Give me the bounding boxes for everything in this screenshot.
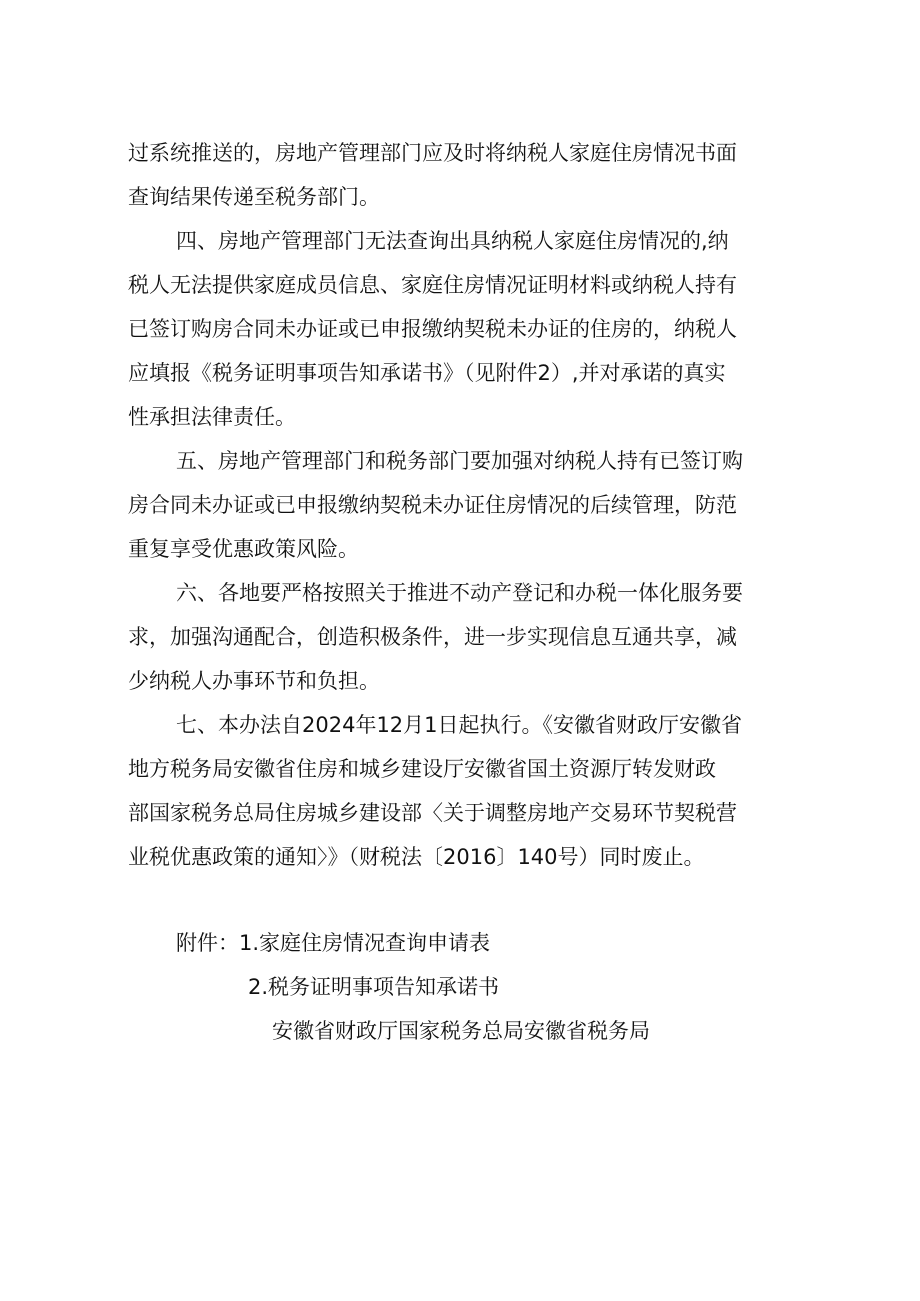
paragraph-7-line-1: 七、本办法自2024年12月1日起执行。《安徽省财政厅安徽省 — [176, 713, 743, 737]
paragraph-7-line-2: 地方税务局安徽省住房和城乡建设厅安徽省国土资源厅转发财政 — [128, 757, 716, 781]
paragraph-7-line-4: 业税优惠政策的通知〉》（财税法〔2016〕140号）同时废止。 — [128, 845, 705, 869]
paragraph-5-line-2: 房合同未办证或已申报缴纳契税未办证住房情况的后续管理，防范 — [128, 493, 737, 517]
attachment-item-1: 附件：1.家庭住房情况查询申请表 — [176, 931, 491, 955]
paragraph-4-line-3: 已签订购房合同未办证或已申报缴纳契税未办证的住房的，纳税人 — [128, 317, 737, 341]
paragraph-4-line-5: 性承担法律责任。 — [128, 405, 296, 429]
paragraph-7-line-3: 部国家税务总局住房城乡建设部〈关于调整房地产交易环节契税营 — [128, 801, 737, 825]
paragraph-3-line-3: 查询结果传递至税务部门。 — [128, 185, 380, 209]
paragraph-5-line-1: 五、房地产管理部门和税务部门要加强对纳税人持有已签订购 — [176, 449, 743, 473]
issuer-signature: 安徽省财政厅国家税务总局安徽省税务局 — [272, 1019, 650, 1043]
paragraph-4-line-4: 应填报《税务证明事项告知承诺书》（见附件2）,并对承诺的真实 — [128, 361, 726, 385]
paragraph-6-line-1: 六、各地要严格按照关于推进不动产登记和办税一体化服务要 — [176, 581, 743, 605]
attachment-item-2: 2.税务证明事项告知承诺书 — [248, 975, 500, 999]
paragraph-4-line-1: 四、房地产管理部门无法查询出具纳税人家庭住房情况的,纳 — [176, 229, 729, 253]
paragraph-6-line-2: 求，加强沟通配合，创造积极条件，进一步实现信息互通共享，减 — [128, 625, 737, 649]
paragraph-5-line-3: 重复享受优惠政策风险。 — [128, 537, 359, 561]
paragraph-4-line-2: 税人无法提供家庭成员信息、家庭住房情况证明材料或纳税人持有 — [128, 273, 737, 297]
paragraph-3-line-2: 过系统推送的，房地产管理部门应及时将纳税人家庭住房情况书面 — [128, 141, 737, 165]
paragraph-6-line-3: 少纳税人办事环节和负担。 — [128, 669, 380, 693]
